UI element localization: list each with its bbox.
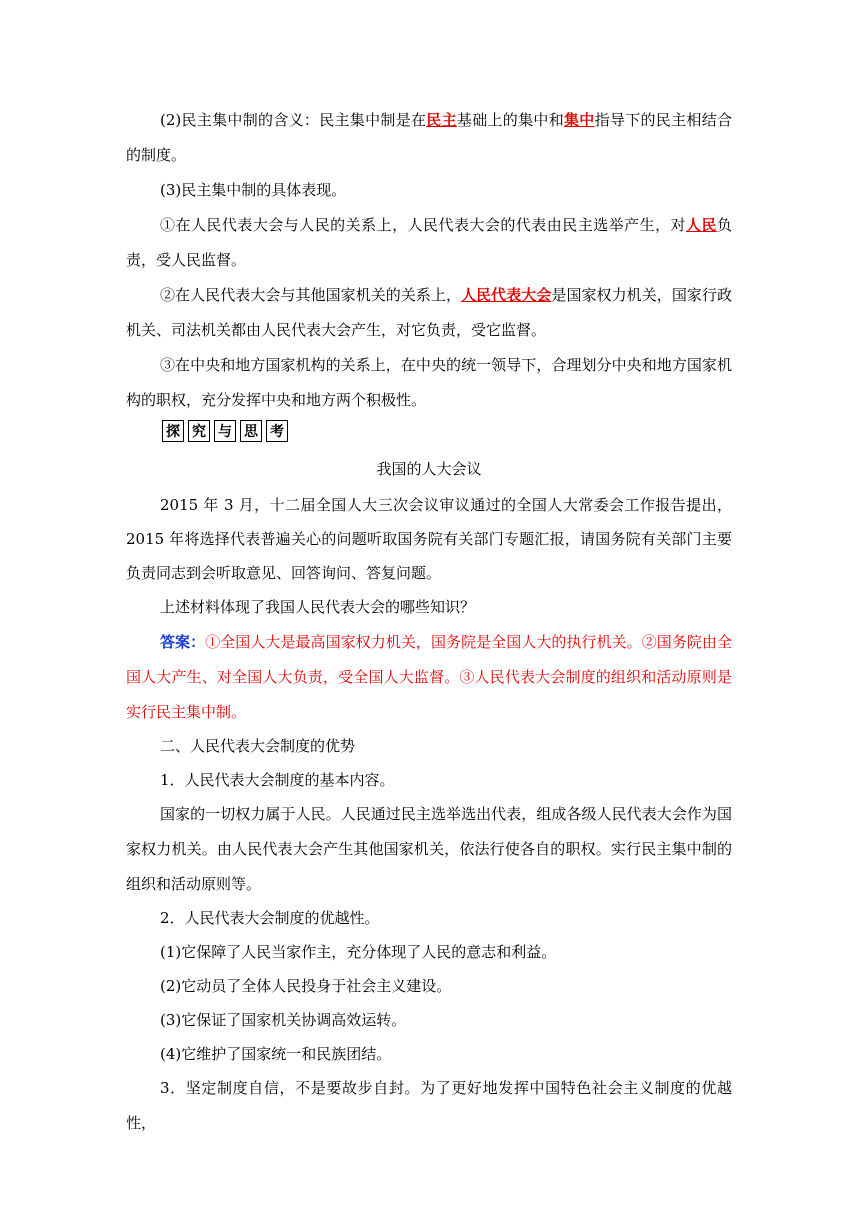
explore-and-think-label	[162, 420, 288, 442]
paragraph-manifestation-heading: (3)民主集中制的具体表现。	[160, 181, 347, 199]
paragraph-point-3: ③在中央和地方国家机构的关系上，在中央的统一领导下，合理划分中央和地方国家机构的职权，充分发挥中央和地方两个积极性。	[126, 356, 732, 409]
key-term: 集中	[564, 111, 595, 129]
section-heading: 二、人民代表大会制度的优势	[160, 737, 356, 755]
paragraph-definition	[126, 103, 732, 173]
explore-box: 与	[214, 420, 236, 442]
explore-box: 探	[162, 420, 184, 442]
answer-text: ①全国人大是最高国家权力机关，国务院是全国人大的执行机关。②国务院由全国人大产生、对全国人大负责，受全国人大监督。③人民代表大会制度的组织和活动原则是实行民主集中制。	[126, 633, 732, 721]
answer-label: 答案：	[160, 633, 206, 651]
text: 是国家权力机关，国家行政机关、司法机关都由人民代表大会产生，对它负责，受它监督。	[126, 286, 732, 339]
text: 基础上的集中和	[456, 111, 564, 129]
explore-box: 考	[266, 420, 288, 442]
text: 负责，受人民监督。	[126, 216, 732, 269]
advantage-item: (4)它维护了国家统一和民族团结。	[160, 1045, 392, 1063]
key-term: 民主	[426, 111, 457, 129]
advantage-item: (1)它保障了人民当家作主，充分体现了人民的意志和利益。	[160, 943, 557, 961]
explore-box: 究	[188, 420, 210, 442]
subsection-3-text: 3．坚定制度自信，不是要故步自封。为了更好地发挥中国特色社会主义制度的优越性，	[126, 1079, 732, 1132]
material-title: 我国的人大会议	[376, 460, 482, 478]
explore-box: 思	[240, 420, 262, 442]
text: (2)民主集中制的含义：民主集中制是在	[160, 111, 427, 129]
advantage-item: (3)它保证了国家机关协调高效运转。	[160, 1011, 407, 1029]
subsection-2-title: 2．人民代表大会制度的优越性。	[160, 909, 380, 927]
subsection-1-text: 国家的一切权力属于人民。人民通过民主选举选出代表，组成各级人民代表大会作为国家权力机关。由人民代表大会产生其他国家机关，依法行使各自的职权。实行民主集中制的组织和活动原则等。	[126, 805, 732, 893]
key-term: 人民	[686, 216, 717, 234]
text: ①在人民代表大会与人民的关系上，人民代表大会的代表由民主选举产生，对	[160, 216, 687, 234]
text: ②在人民代表大会与其他国家机关的关系上，	[160, 286, 462, 304]
advantage-item: (2)它动员了全体人民投身于社会主义建设。	[160, 977, 452, 995]
key-term: 人民代表大会	[461, 286, 552, 304]
paragraph-point-2	[126, 278, 732, 348]
subsection-1-title: 1．人民代表大会制度的基本内容。	[160, 771, 395, 789]
answer-paragraph	[126, 625, 732, 730]
paragraph-point-1	[126, 208, 732, 278]
question-text: 上述材料体现了我国人民代表大会的哪些知识？	[160, 598, 476, 616]
material-text: 2015 年 3 月，十二届全国人大三次会议审议通过的全国人大常委会工作报告提出，2015 年将选择代表普遍关心的问题听取国务院有关部门专题汇报，请国务院有关部门主要负责同志到会听取意见、回答询问、答复问题。	[126, 496, 732, 582]
text: 指导下的民主相结合的制度。	[126, 111, 732, 164]
